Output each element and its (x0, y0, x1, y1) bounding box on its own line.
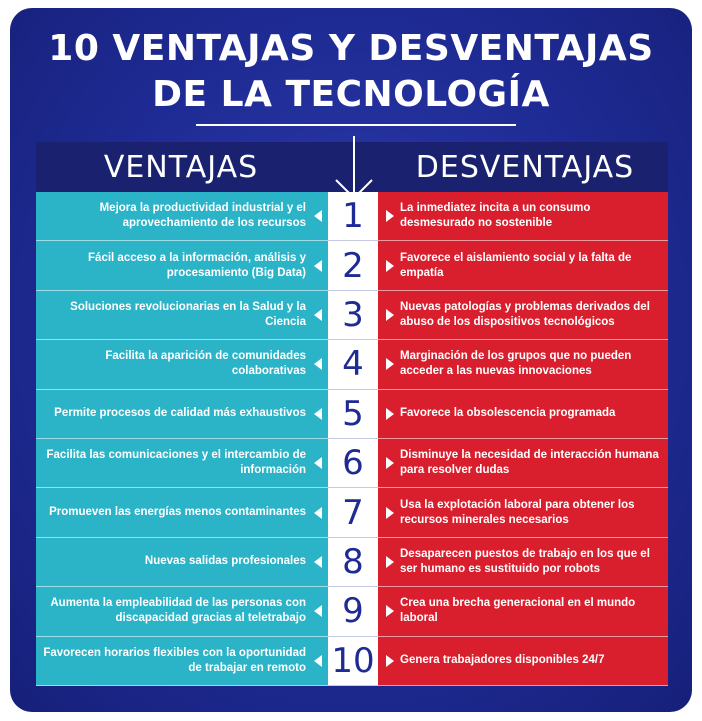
row-number: 8 (328, 538, 378, 587)
row-number: 2 (328, 241, 378, 290)
triangle-right-icon (386, 358, 394, 370)
row-number: 10 (328, 637, 378, 686)
ventaja-text: Facilita las comunicaciones y el intercambio de información (46, 449, 306, 477)
triangle-right-icon (386, 309, 394, 321)
comparison-table (36, 192, 668, 686)
ventaja-text: Fácil acceso a la información, análisis y procesamiento (Big Data) (88, 251, 306, 279)
row-number: 7 (328, 488, 378, 537)
ventaja-cell (36, 241, 328, 290)
desventaja-cell (378, 192, 668, 241)
desventaja-text: Favorece la obsolescencia programada (400, 407, 616, 420)
ventaja-text: Facilita la aparición de comunidades colaborativas (105, 350, 306, 378)
title-line-1: 10 VENTAJAS Y DESVENTAJAS (48, 28, 654, 69)
triangle-right-icon (386, 655, 394, 667)
triangle-right-icon (386, 408, 394, 420)
triangle-left-icon (314, 556, 322, 568)
triangle-right-icon (386, 507, 394, 519)
desventaja-cell (378, 291, 668, 340)
desventaja-text: La inmediatez incita a un consumo desmesurado no sostenible (400, 202, 591, 230)
row-number: 3 (328, 291, 378, 340)
desventaja-cell (378, 538, 668, 587)
ventaja-text: Favorecen horarios flexibles con la oportunidad de trabajar en remoto (43, 646, 306, 674)
desventaja-text: Favorece el aislamiento social y la falta de empatía (400, 251, 632, 279)
table-row (36, 587, 668, 636)
desventaja-text: Crea una brecha generacional en el mundo laboral (400, 597, 636, 625)
row-number: 6 (328, 439, 378, 488)
triangle-left-icon (314, 507, 322, 519)
infographic-card (10, 8, 692, 712)
desventaja-cell (378, 439, 668, 488)
table-row (36, 192, 668, 241)
table-row (36, 538, 668, 587)
ventaja-cell (36, 340, 328, 389)
ventaja-cell (36, 488, 328, 537)
triangle-right-icon (386, 457, 394, 469)
triangle-right-icon (386, 605, 394, 617)
row-number: 1 (328, 192, 378, 241)
ventaja-cell (36, 439, 328, 488)
desventaja-text: Marginación de los grupos que no pueden acceder a las nuevas innovaciones (400, 350, 632, 378)
ventaja-text: Nuevas salidas profesionales (144, 555, 306, 568)
table-row (36, 637, 668, 686)
row-number: 5 (328, 390, 378, 439)
desventaja-text: Nuevas patologías y problemas derivados del abuso de los dispositivos tecnológicos (400, 300, 650, 328)
row-number: 4 (328, 340, 378, 389)
triangle-left-icon (314, 655, 322, 667)
table-row (36, 241, 668, 290)
triangle-left-icon (314, 408, 322, 420)
desventaja-text: Genera trabajadores disponibles 24/7 (400, 654, 605, 667)
ventaja-text: Promueven las energías menos contaminantes (49, 506, 306, 519)
triangle-left-icon (314, 309, 322, 321)
down-arrow-icon (328, 136, 380, 200)
desventaja-cell (378, 340, 668, 389)
header-ventajas: VENTAJAS (103, 150, 259, 185)
desventaja-cell (378, 488, 668, 537)
title-line-2: DE LA TECNOLOGÍA (152, 74, 550, 115)
ventaja-text: Permite procesos de calidad más exhaustivos (54, 407, 306, 420)
table-row (36, 340, 668, 389)
triangle-right-icon (386, 210, 394, 222)
triangle-left-icon (314, 457, 322, 469)
ventaja-cell (36, 390, 328, 439)
ventaja-cell (36, 192, 328, 241)
desventaja-cell (378, 390, 668, 439)
desventaja-text: Disminuye la necesidad de interacción humana para resolver dudas (400, 449, 659, 477)
header-desventajas: DESVENTAJAS (415, 150, 635, 185)
ventaja-cell (36, 587, 328, 636)
desventaja-text: Usa la explotación laboral para obtener los recursos minerales necesarios (400, 498, 635, 526)
desventaja-cell (378, 587, 668, 636)
desventaja-cell (378, 241, 668, 290)
ventaja-text: Mejora la productividad industrial y el aprovechamiento de los recursos (99, 202, 306, 230)
table-row (36, 439, 668, 488)
table-row (36, 390, 668, 439)
desventaja-cell (378, 637, 668, 686)
triangle-left-icon (314, 358, 322, 370)
triangle-left-icon (314, 210, 322, 222)
ventaja-text: Aumenta la empleabilidad de las personas con discapacidad gracias al teletrabajo (50, 597, 306, 625)
desventaja-text: Desaparecen puestos de trabajo en los que el ser humano es sustituido por robots (400, 547, 650, 575)
triangle-right-icon (386, 556, 394, 568)
title-underline (196, 124, 516, 126)
ventaja-cell (36, 637, 328, 686)
row-number: 9 (328, 587, 378, 636)
ventaja-cell (36, 538, 328, 587)
ventaja-cell (36, 291, 328, 340)
table-row (36, 488, 668, 537)
triangle-left-icon (314, 260, 322, 272)
triangle-left-icon (314, 605, 322, 617)
triangle-right-icon (386, 260, 394, 272)
table-row (36, 291, 668, 340)
ventaja-text: Soluciones revolucionarias en la Salud y la Ciencia (70, 300, 306, 328)
